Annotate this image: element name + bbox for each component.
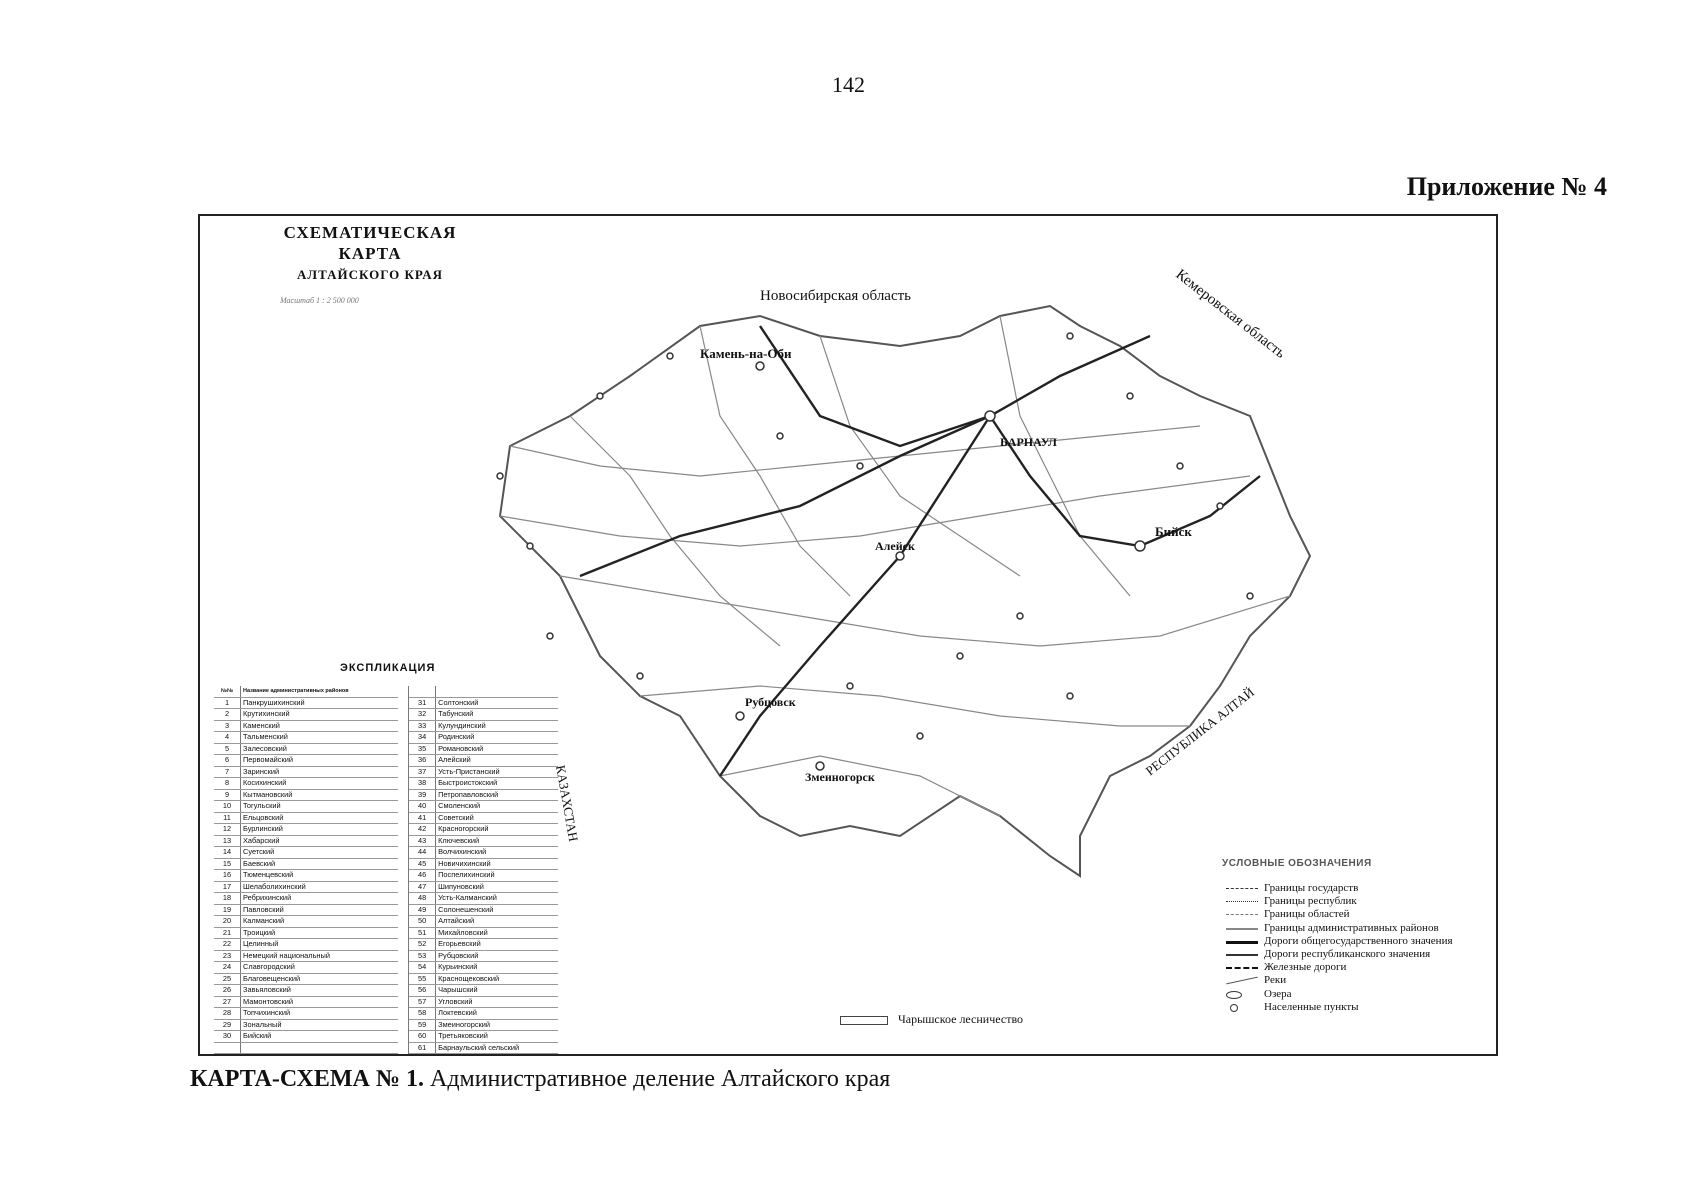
convention-item <box>1226 895 1453 908</box>
legend-left-num: 1 <box>214 697 241 709</box>
settlement-circle-icon <box>1230 1004 1238 1012</box>
legend-right-num: 55 <box>409 973 436 985</box>
legend-separator <box>398 973 409 985</box>
legend-left-num: 10 <box>214 801 241 813</box>
legend-left-num: 4 <box>214 732 241 744</box>
convention-label: Населенные пункты <box>1264 1000 1359 1013</box>
legend-row <box>214 985 558 997</box>
legend-right-num: 38 <box>409 778 436 790</box>
legend-left-num: 20 <box>214 916 241 928</box>
legend-table <box>214 686 558 1054</box>
legend-separator <box>398 985 409 997</box>
legend-row <box>214 824 558 836</box>
convention-item <box>1226 974 1453 987</box>
legend-right-num: 46 <box>409 870 436 882</box>
legend-row <box>214 1008 558 1020</box>
legend-row <box>214 939 558 951</box>
legend-left-name: Бурлинский <box>241 824 399 836</box>
legend-separator <box>398 1019 409 1031</box>
legend-right-num: 32 <box>409 709 436 721</box>
legend-right-name: Алтайский <box>436 916 558 928</box>
legend-left-num: 27 <box>214 996 241 1008</box>
legend-right-name: Советский <box>436 812 558 824</box>
legend-right-num: 35 <box>409 743 436 755</box>
legend-right-num: 31 <box>409 697 436 709</box>
legend-row <box>214 916 558 928</box>
legend-left-num: 29 <box>214 1019 241 1031</box>
convention-item <box>1226 961 1453 974</box>
legend-left-name: Крутихинский <box>241 709 399 721</box>
legend-separator <box>398 927 409 939</box>
caption-text: Административное деление Алтайского края <box>423 1066 891 1092</box>
legend-left-num <box>214 1042 241 1054</box>
map-title-line1: СХЕМАТИЧЕСКАЯ <box>283 223 457 242</box>
legend-header-num: №№ <box>214 686 241 697</box>
legend-separator <box>398 709 409 721</box>
legend-left-name: Кытмановский <box>241 789 399 801</box>
city-kamen-na-obi: Камень-на-Оби <box>700 346 792 361</box>
legend-right-name: Курьинский <box>436 962 558 974</box>
legend-right-name: Быстроистокский <box>436 778 558 790</box>
city-rubtsovsk: Рубцовск <box>745 695 796 709</box>
map-title <box>220 222 520 285</box>
legend-right-name: Угловский <box>436 996 558 1008</box>
legend-rows <box>214 697 558 1054</box>
legend-right-num: 49 <box>409 904 436 916</box>
legend-separator <box>398 1031 409 1043</box>
legend-row <box>214 812 558 824</box>
legend-right-num: 33 <box>409 720 436 732</box>
legend-right-name: Локтевский <box>436 1008 558 1020</box>
legend-left-num: 11 <box>214 812 241 824</box>
legend-separator <box>398 950 409 962</box>
legend-right-name: Краснощековский <box>436 973 558 985</box>
railway-line-icon <box>1226 967 1258 969</box>
legend-title: ЭКСПЛИКАЦИЯ <box>340 662 436 674</box>
legend-row <box>214 973 558 985</box>
legend-left-name: Целинный <box>241 939 399 951</box>
legend-left-num: 7 <box>214 766 241 778</box>
lake-shape-icon <box>1226 991 1242 999</box>
legend-left-num: 2 <box>214 709 241 721</box>
convention-label: Дороги общегосударственного значения <box>1264 934 1453 947</box>
convention-item <box>1226 948 1453 961</box>
legend-row <box>214 709 558 721</box>
legend-separator <box>398 766 409 778</box>
convention-item <box>1226 1001 1453 1014</box>
legend-right-num: 54 <box>409 962 436 974</box>
legend-left-name: Панкрушихинский <box>241 697 399 709</box>
legend-left-name: Павловский <box>241 904 399 916</box>
legend-separator <box>398 847 409 859</box>
caption-bold: КАРТА-СХЕМА № 1. <box>190 1066 424 1092</box>
legend-separator <box>398 1042 409 1054</box>
convention-label: Дороги республиканского значения <box>1264 948 1431 961</box>
legend-separator <box>398 996 409 1008</box>
legend-separator <box>398 755 409 767</box>
legend-left-name: Тальменский <box>241 732 399 744</box>
legend-right-num: 40 <box>409 801 436 813</box>
legend-left-num: 12 <box>214 824 241 836</box>
legend-separator <box>398 743 409 755</box>
legend-row <box>214 801 558 813</box>
legend-right-name: Егорьевский <box>436 939 558 951</box>
legend-separator <box>398 916 409 928</box>
republic-road-line-icon <box>1226 954 1258 956</box>
legend-left-name: Калманский <box>241 916 399 928</box>
legend-right-num: 52 <box>409 939 436 951</box>
legend-left-num: 16 <box>214 870 241 882</box>
legend-row <box>214 904 558 916</box>
legend-right-name: Новичихинский <box>436 858 558 870</box>
legend-row <box>214 927 558 939</box>
legend-row <box>214 778 558 790</box>
legend-right-num: 41 <box>409 812 436 824</box>
legend-right-name: Алейский <box>436 755 558 767</box>
federal-road-line-icon <box>1226 941 1258 944</box>
legend-left-name: Троицкий <box>241 927 399 939</box>
legend-row <box>214 870 558 882</box>
legend-right-name: Родинский <box>436 732 558 744</box>
legend-row <box>214 697 558 709</box>
convention-label: Границы областей <box>1264 908 1350 921</box>
legend-right-name: Табунский <box>436 709 558 721</box>
legend-right-name: Змеиногорский <box>436 1019 558 1031</box>
legend-row <box>214 1042 558 1054</box>
legend-left-num: 18 <box>214 893 241 905</box>
convention-label: Границы административных районов <box>1264 921 1439 934</box>
legend-right-name: Красногорский <box>436 824 558 836</box>
legend-left-num: 9 <box>214 789 241 801</box>
legend-row <box>214 1031 558 1043</box>
legend-left-name: Бийский <box>241 1031 399 1043</box>
legend-row <box>214 996 558 1008</box>
legend-right-name: Смоленский <box>436 801 558 813</box>
map-frame <box>198 214 1498 1056</box>
map-title-line2: КАРТА <box>338 244 402 263</box>
legend-row <box>214 766 558 778</box>
legend-right-num: 50 <box>409 916 436 928</box>
legend-right-num: 51 <box>409 927 436 939</box>
forestry-boundary-icon <box>840 1016 888 1025</box>
legend-header-name: Название административных районов <box>241 686 399 697</box>
legend-row <box>214 858 558 870</box>
legend-left-num: 24 <box>214 962 241 974</box>
legend-right-num: 39 <box>409 789 436 801</box>
legend-separator <box>398 1008 409 1020</box>
legend-left-num: 28 <box>214 1008 241 1020</box>
legend-left-num: 3 <box>214 720 241 732</box>
legend-row <box>214 732 558 744</box>
legend-separator <box>398 939 409 951</box>
legend-right-name: Барнаульский сельский <box>436 1042 558 1054</box>
legend-separator <box>398 812 409 824</box>
legend-right-name: Чарышский <box>436 985 558 997</box>
legend-row <box>214 743 558 755</box>
legend-left-num: 8 <box>214 778 241 790</box>
convention-item <box>1226 935 1453 948</box>
legend-right-name: Поспелихинский <box>436 870 558 882</box>
legend-left-name: Благовещенский <box>241 973 399 985</box>
convention-label: Границы республик <box>1264 895 1357 908</box>
neighbor-northeast: Кемеровская область <box>1172 266 1289 362</box>
map-caption <box>190 1066 890 1093</box>
legend-right-name: Волчихинский <box>436 847 558 859</box>
legend-left-num: 6 <box>214 755 241 767</box>
legend-row <box>214 1019 558 1031</box>
legend-left-name: Славгородский <box>241 962 399 974</box>
legend-left-name: Хабарский <box>241 835 399 847</box>
legend-separator <box>398 835 409 847</box>
legend-right-num: 43 <box>409 835 436 847</box>
legend-left-num: 5 <box>214 743 241 755</box>
legend-left-num: 23 <box>214 950 241 962</box>
page-number: 142 <box>832 72 865 97</box>
legend-right-num: 61 <box>409 1042 436 1054</box>
city-zmeinogorsk: Змеиногорск <box>805 770 875 784</box>
legend-left-name: Баевский <box>241 858 399 870</box>
convention-item <box>1226 882 1453 895</box>
river-line-icon <box>1226 977 1258 985</box>
convention-label: Озера <box>1264 987 1292 1000</box>
state-border-line-icon <box>1226 888 1258 889</box>
legend-right-name: Ключевский <box>436 835 558 847</box>
region-border-line-icon <box>1226 914 1258 915</box>
legend-left-name: Шелаболихинский <box>241 881 399 893</box>
legend-separator <box>398 870 409 882</box>
legend-right-num: 53 <box>409 950 436 962</box>
convention-item <box>1226 922 1453 935</box>
legend-left-name: Ребрихинский <box>241 893 399 905</box>
legend-left-num: 14 <box>214 847 241 859</box>
legend-right-name: Усть-Пристанский <box>436 766 558 778</box>
legend-left-name: Тогульский <box>241 801 399 813</box>
legend-left-name: Тюменцевский <box>241 870 399 882</box>
republic-border-line-icon <box>1226 901 1258 902</box>
legend-left-name: Косихинский <box>241 778 399 790</box>
legend-right-name: Петропавловский <box>436 789 558 801</box>
city-aleysk: Алейск <box>875 539 915 553</box>
legend-separator <box>398 824 409 836</box>
map-scale: Масштаб 1 : 2 500 000 <box>280 296 359 305</box>
city-biysk: Бийск <box>1155 524 1192 539</box>
legend-left-name: Мамонтовский <box>241 996 399 1008</box>
legend-right-num: 42 <box>409 824 436 836</box>
legend-separator <box>398 962 409 974</box>
legend-left-name: Немецкий национальный <box>241 950 399 962</box>
legend-right-name: Михайловский <box>436 927 558 939</box>
convention-item <box>1226 908 1453 921</box>
legend-right-num: 34 <box>409 732 436 744</box>
legend-right-name: Романовский <box>436 743 558 755</box>
legend-row <box>214 755 558 767</box>
legend-left-num: 17 <box>214 881 241 893</box>
legend-right-num: 56 <box>409 985 436 997</box>
forestry-label: Чарышское лесничество <box>898 1012 1024 1026</box>
convention-label: Границы государств <box>1264 882 1359 894</box>
region-outline <box>500 306 1310 876</box>
legend-separator <box>398 789 409 801</box>
legend-row <box>214 962 558 974</box>
map-title-line3: АЛТАЙСКОГО КРАЯ <box>297 267 443 282</box>
legend-row <box>214 881 558 893</box>
legend-right-num: 60 <box>409 1031 436 1043</box>
legend-right-num: 48 <box>409 893 436 905</box>
legend-row <box>214 789 558 801</box>
legend-left-num: 22 <box>214 939 241 951</box>
legend-left-num: 26 <box>214 985 241 997</box>
legend-left-num: 15 <box>214 858 241 870</box>
legend-left-name: Завьяловский <box>241 985 399 997</box>
district-border-line-icon <box>1226 928 1258 930</box>
legend-separator <box>398 858 409 870</box>
legend-left-name: Каменский <box>241 720 399 732</box>
legend-left-name: Топчихинский <box>241 1008 399 1020</box>
legend-right-num: 59 <box>409 1019 436 1031</box>
legend-right-num: 37 <box>409 766 436 778</box>
legend-left-name: Зональный <box>241 1019 399 1031</box>
legend-right-name: Солтонский <box>436 697 558 709</box>
conventions-title: УСЛОВНЫЕ ОБОЗНАЧЕНИЯ <box>1222 858 1372 869</box>
legend-row <box>214 835 558 847</box>
forestry-legend <box>840 1012 1023 1027</box>
legend-right-name: Рубцовский <box>436 950 558 962</box>
neighbor-north: Новосибирская область <box>760 288 912 304</box>
legend-separator <box>398 732 409 744</box>
legend-row <box>214 950 558 962</box>
convention-label: Реки <box>1264 974 1287 987</box>
legend-left-num: 21 <box>214 927 241 939</box>
convention-label: Железные дороги <box>1264 961 1347 974</box>
conventions-list <box>1226 882 1453 1014</box>
legend-right-name: Третьяковский <box>436 1031 558 1043</box>
city-barnaul: БАРНАУЛ <box>1000 435 1057 449</box>
legend-left-name: Первомайский <box>241 755 399 767</box>
legend-separator <box>398 697 409 709</box>
legend-left-name: Суетский <box>241 847 399 859</box>
appendix-label: Приложение № 4 <box>1406 172 1607 201</box>
legend-right-num: 58 <box>409 1008 436 1020</box>
legend-separator <box>398 720 409 732</box>
legend-separator <box>398 893 409 905</box>
legend-separator <box>398 881 409 893</box>
legend-left-name: Залесовский <box>241 743 399 755</box>
legend-right-num: 57 <box>409 996 436 1008</box>
legend-left-name: Ельцовский <box>241 812 399 824</box>
legend-right-name: Шипуновский <box>436 881 558 893</box>
convention-item <box>1226 988 1453 1001</box>
legend-left-name <box>241 1042 399 1054</box>
legend-left-num: 30 <box>214 1031 241 1043</box>
legend-right-name: Кулундинский <box>436 720 558 732</box>
neighbor-southwest: КАЗАХСТАН <box>553 763 582 843</box>
legend-right-name: Солонешенский <box>436 904 558 916</box>
legend-right-num: 45 <box>409 858 436 870</box>
legend-right-name: Усть-Калманский <box>436 893 558 905</box>
legend-right-num: 44 <box>409 847 436 859</box>
legend-separator <box>398 801 409 813</box>
legend-row <box>214 847 558 859</box>
legend-right-num: 36 <box>409 755 436 767</box>
neighbor-southeast: РЕСПУБЛИКА АЛТАЙ <box>1142 684 1257 779</box>
legend-row <box>214 893 558 905</box>
legend-right-num: 47 <box>409 881 436 893</box>
legend-separator <box>398 778 409 790</box>
legend-left-num: 25 <box>214 973 241 985</box>
legend-row <box>214 720 558 732</box>
legend-left-name: Заринский <box>241 766 399 778</box>
legend-left-num: 13 <box>214 835 241 847</box>
legend-left-num: 19 <box>214 904 241 916</box>
legend-separator <box>398 904 409 916</box>
